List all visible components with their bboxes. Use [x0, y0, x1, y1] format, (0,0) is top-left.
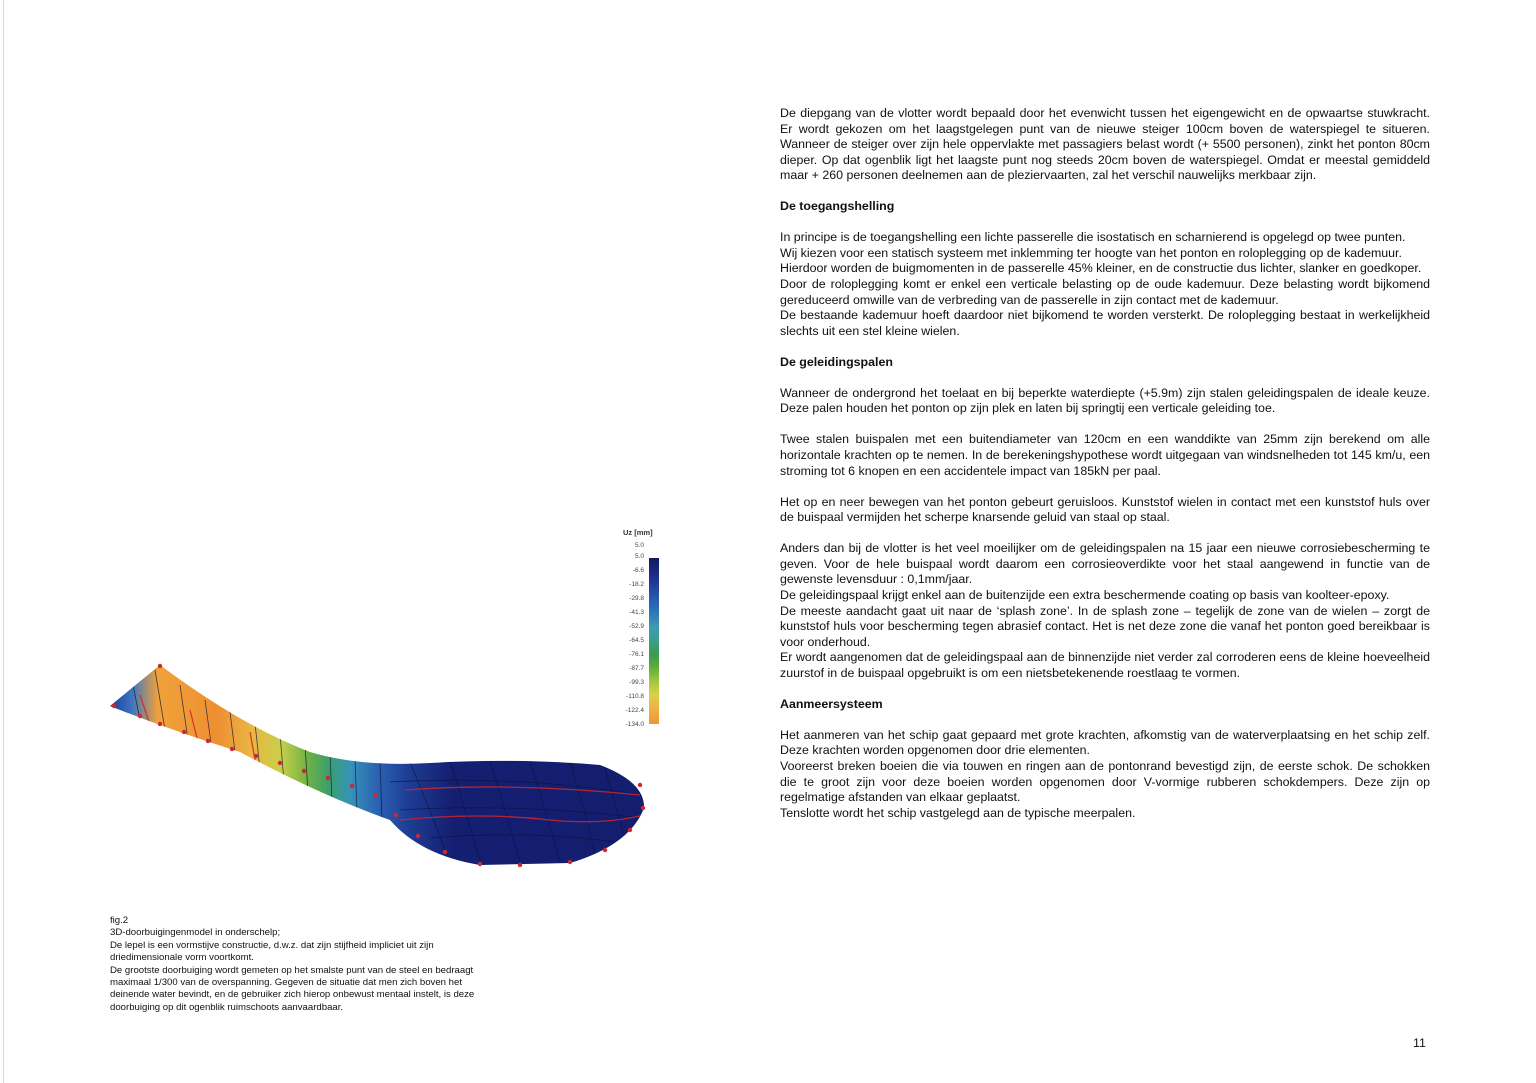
legend-value: 5.0 [634, 542, 644, 549]
page-number: 11 [1413, 1036, 1426, 1050]
legend-value: -18.2 [629, 581, 644, 588]
paragraph: Er wordt aangenomen dat de geleidingspaal aan de binnenzijde niet verder zal corroderen eens de kleine hoeveelheid zuurstof in de buispaal opgebruikt is om een nietsbetekenende roestlaag te vormen. [780, 650, 1430, 680]
caption-line: De grootste doorbuiging wordt gemeten op het smalste punt van de steel en bedraagt maximaal 1/300 van de overspanning. Gegeven de situatie dat men zich boven het deinende water bevindt, en de gebruiker zich hierop onbewust mentaal instelt, is deze doorbuiging op dit ogenblik ruimschoots aanvaardbaar. [110, 964, 475, 1013]
deflection-model-figure [100, 520, 680, 880]
paragraph: Het aanmeren van het schip gaat gepaard met grote krachten, afkomstig van de waterverplaatsing en het schip zelf. Deze krachten worden opgenomen door drie elementen. [780, 727, 1430, 758]
body-text-column [780, 106, 1430, 821]
heading-aanmeersysteem: Aanmeersysteem [780, 696, 883, 711]
paragraph: De meeste aandacht gaat uit naar de ‘splash zone’. In de splash zone – tegelijk de zone van de wielen – zorgt de kunststof huls voor bescherming tegen abrasief contact. Het is net deze zone die vanaf het ponton goed bereikbaar is voor onderhoud. [780, 603, 1430, 649]
figure-caption [110, 915, 490, 1014]
spoon-surface [110, 665, 644, 865]
legend-value: -134.0 [625, 721, 644, 728]
legend-value: -29.8 [629, 595, 644, 602]
intro-paragraph: De diepgang van de vlotter wordt bepaald door het evenwicht tussen het eigengewicht en de opwaartse stuwkracht. Er wordt gekozen om het laagstgelegen punt van de nieuwe steiger 100cm boven de waterspiegel te situeren. Wanneer de steiger over zijn hele oppervlakte met passagiers belast wordt (+ 5500 personen), zinkt het ponton 80cm dieper. Op dat ogenblik ligt het laagste punt nog steeds 20cm boven de waterspiegel. Omdat er meestal gemiddeld maar + 260 personen deelnemen aan de pleziervaarten, zal het verschil nauwelijks merkbaar zijn. [780, 106, 1430, 183]
caption-figure-label: fig.2 [110, 915, 129, 926]
heading-geleidingspalen: De geleidingspalen [780, 354, 893, 369]
paragraph: Wij kiezen voor een statisch systeem met inklemming ter hoogte van het ponton en roloplegging op de kademuur. [780, 245, 1402, 260]
paragraph: Anders dan bij de vlotter is het veel moeilijker om de geleidingspalen na 15 jaar een nieuwe corrosiebescherming te geven. Voor de hele buispaal wordt daarom een corrosieoverdikte voor het staal aangewend in functie van de gewenste levensduur : 0,1mm/jaar. [780, 541, 1430, 587]
paragraph: Vooreerst breken boeien die via touwen en ringen aan de pontonrand bevestigd zijn, de eerste schok. De schokken die te groot zijn voor deze boeien worden opgenomen door V-vormige rubberen schokdempers. Deze zijn op regelmatige afstanden van elkaar geplaatst. [780, 758, 1430, 805]
legend-value: -76.1 [629, 651, 644, 658]
legend-value: -64.5 [629, 637, 644, 644]
legend-value: -6.6 [632, 567, 644, 574]
paragraph: Door de roloplegging komt er enkel een verticale belasting op de oude kademuur. Deze belasting wordt bijkomend gereduceerd omwille van de verbreding van de passerelle in zijn contact met de kademuur. [780, 277, 1430, 307]
legend-value: 5.0 [634, 553, 644, 560]
legend-value: -110.8 [626, 693, 644, 700]
deflection-legend [620, 528, 670, 728]
paragraph: Hierdoor worden de buigmomenten in de passerelle 45% kleiner, en de constructie dus lichter, slanker en goedkoper. [780, 261, 1422, 276]
page-edge-line [3, 0, 4, 1083]
paragraph: Wanneer de ondergrond het toelaat en bij beperkte waterdiepte (+5.9m) zijn stalen geleidingspalen de ideale keuze. Deze palen houden het ponton op zijn plek en laten bij springtij een verticale geleiding toe. [780, 385, 1430, 416]
paragraph: De geleidingspaal krijgt enkel aan de buitenzijde een extra beschermende coating op basis van koolteer-epoxy. [780, 587, 1390, 602]
caption-line: De lepel is een vormstijve constructie, d.w.z. dat zijn stijfheid impliciet uit zijn driedimensionale vorm voortkomt. [110, 939, 434, 964]
legend-value: -99.3 [629, 679, 644, 686]
paragraph: De bestaande kademuur hoeft daardoor niet bijkomend te worden versterkt. De roloplegging bestaat in werkelijkheid slechts uit een stel kleine wielen. [780, 308, 1430, 338]
legend-value: -52.9 [629, 623, 644, 630]
paragraph: Het op en neer bewegen van het ponton gebeurt geruisloos. Kunststof wielen in contact met een kunststof huls over de buispaal vermijden het scherpe knarsende geluid van staal op staal. [780, 494, 1430, 525]
legend-value: -87.7 [629, 665, 644, 672]
deflection-model-render [100, 520, 680, 880]
paragraph: Tenslotte wordt het schip vastgelegd aan de typische meerpalen. [780, 805, 1136, 820]
caption-line: 3D-doorbuigingenmodel in onderschelp; [110, 927, 281, 939]
legend-color-bar [649, 558, 659, 724]
paragraph: In principe is de toegangshelling een lichte passerelle die isostatisch en scharnierend is opgelegd op twee punten. [780, 230, 1406, 245]
legend-value: -41.3 [629, 609, 644, 616]
legend-value: -122.4 [625, 707, 644, 714]
paragraph: Twee stalen buispalen met een buitendiameter van 120cm en een wanddikte van 25mm zijn berekend om alle horizontale krachten op te nemen. In de berekeningshypothese wordt uitgegaan van windsnelheden tot 145 km/u, een stroming tot 6 knopen en een accidentele impact van 185kN per paal. [780, 432, 1430, 478]
legend-title: Uz [mm] [623, 528, 653, 537]
heading-toegangshelling: De toegangshelling [780, 199, 895, 214]
